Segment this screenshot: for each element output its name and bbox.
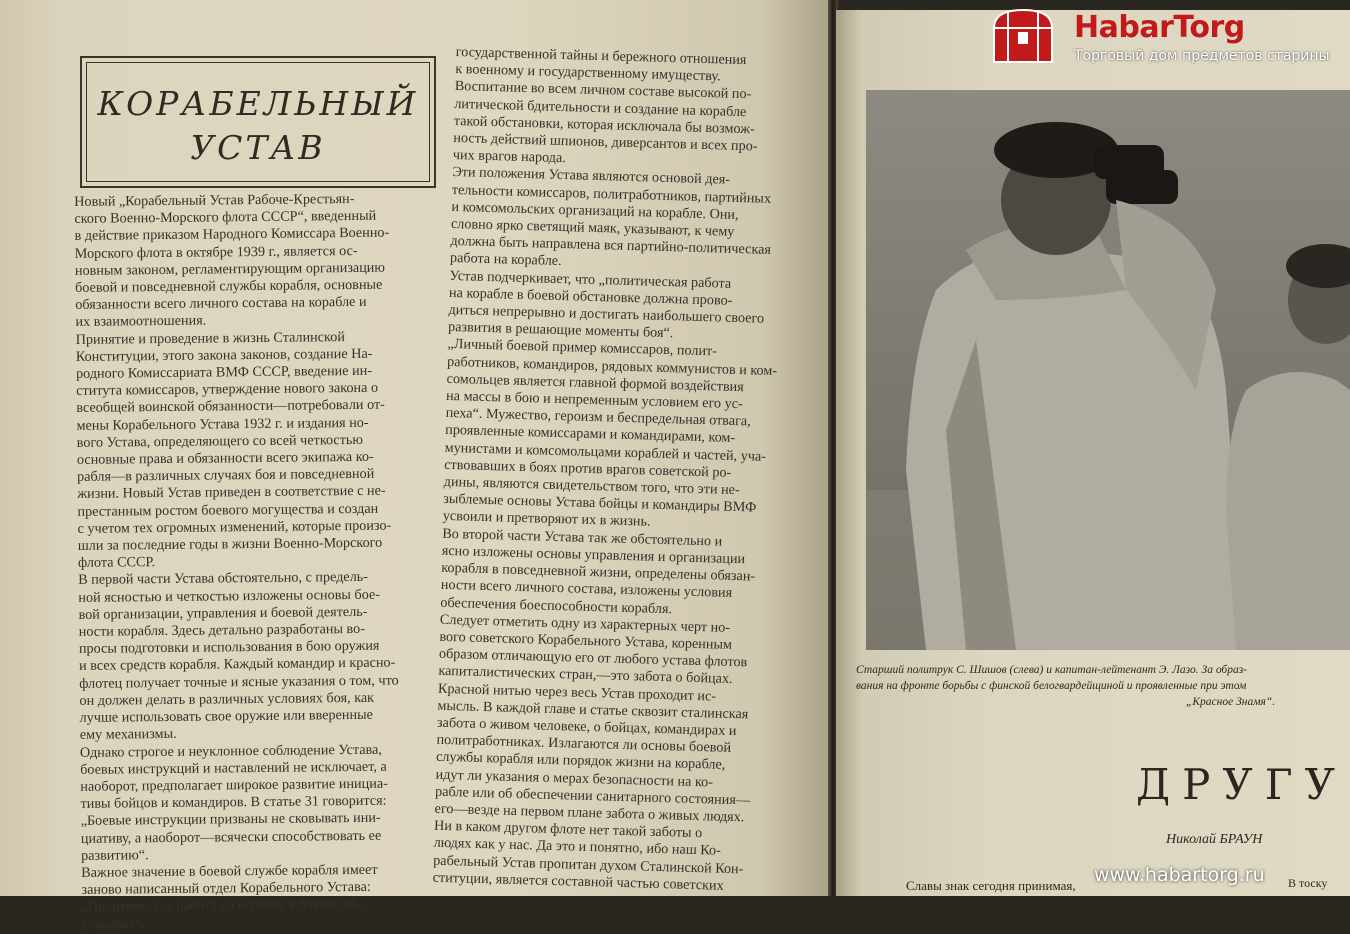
article-title-frame	[80, 56, 436, 188]
caption-line-2: вания на фронте борьбы с финской белогвардейщиной и проявленные при этом	[856, 680, 1247, 692]
officers-photo-illustration	[866, 90, 1350, 650]
officers-photo	[866, 90, 1350, 650]
watermark-tagline: Торговый дом предметов старины	[1074, 48, 1330, 64]
right-page	[836, 10, 1350, 896]
article-column-2: государственной тайны и бережного отношения к военному и государственному имуществу. Воспитание во всем личном составе высокой по- литической бдительности и создание на корабле такой обстановки, которая исключала бы возмож- ность действий шпионов, диверсантов и всех про- чих врагов народа. Эти положения Устава являются основой дея- тельности комиссаров, политработников, партийных и комсомольских организаций на корабле. Они, словно ярко светящий маяк, указывают, к чему должна быть направлена вся партийно-политическая работа на корабле. Устав подчеркивает, что „политическая работа на корабле в боевой обстановке должна прово- диться непрерывно и достигать наибольшего своего развития в решающие моменты боя“. „Личный боевой пример комиссаров, полит- работников, командиров, рядовых коммунистов и ком- сомольцев является главной формой воздействия на массы в бою и непременным условием его ус- пеха“. Мужество, героизм и беспредельная отвага, проявленные комиссарами и командирами, ком- мунистами и комсомольцами кораблей и частей, уча- ствовавших в боях против врагов советской ро- дины, являются свидетельством того, что эти не- зыблемые основы Устава бойцы и командиры ВМФ усвоили и претворяют их в жизнь. Во второй части Устава так же обстоятельно и ясно изложены основы управления и организации корабля в повседневной жизни, определены обязан- ности всего личного состава, изложены условия обеспечения боеспособности корабля. Следует отметить одну из характерных черт но- вого советского Корабельного Устава, коренным образом отличающую его от любого устава флотов капиталистических стран,—это забота о бойцах. Красной нитью через весь Устав проходит ис- мысль. В каждой главе и статье сквозит сталинская забота о живом человеке, о бойцах, командирах и политработниках. Излагаются ли основы боевой службы корабля или порядок жизни на корабле, идут ли указания о мерах безопасности на ко- рабле или об обеспечении санитарного состояния— его—везде на первом плане забота о живых людях. Ни в каком другом флоте нет такой заботы о людях как у нас. Да это и понятно, ибо наш Ко- рабельный Устав пропитан духом Сталинской Кон- ституции, является составной частью советских	[432, 44, 778, 894]
photo-caption	[856, 662, 1350, 710]
poem-title: ДРУГУ	[1136, 760, 1347, 809]
article-column-1: Новый „Корабельный Устав Рабоче-Крестьян- ского Военно-Морского флота СССР“, введенный в действие приказом Народного Комиссара Военно- Морского флота в октябре 1939 г., является ос- новным законом, регламентирующим организацию боевой и повседневной службы корабля, основные обязанности всего личного состава на корабле и их взаимоотношения. Принятие и проведение в жизнь Сталинской Конституции, этого закона законов, создание На- родного Комиссариата ВМФ СССР, введение ин- ститута комиссаров, утверждение нового закона о всеобщей воинской обязанности—потребовали от- мены Корабельного Устава 1932 г. и издания но- вого Устава, определяющего со всей четкостью основные права и обязанности всего экипажа ко- рабля—в различных случаях боя и повседневной жизни. Новый Устав приведен в соответствие с не- престанным ростом боевого могущества и создан с учетом тех огромных изменений, которые произо- шли за последние годы в жизни Военно-Морского флота СССР. В первой части Устава обстоятельно, с предель- ной ясностью и четкостью изложены основы бое- вой организации, управления и боевой деятель- ности корабля. Здесь детально разработаны во- просы подготовки и использования в бою оружия и всех средств корабля. Каждый командир и красно- флотец получает точные и ясные указания о том, что он должен делать в различных условиях боя, как лучше использовать свое оружие или вверенные ему механизмы. Однако строгое и неуклонное соблюдение Устава, боевых инструкций и наставлений не исключает, а наоборот, предполагает широкое развитие инициа- тивы бойцов и командиров. В статье 31 говорится: „Боевые инструкции призваны не сковывать ини- циативу, а наоборот—всячески способствовать ее развитию“. Важное значение в боевой службе корабля имеет заново написанный отдел Корабельного Устава: „Политическая работа на корабле в боевой об- становке“.	[74, 190, 399, 933]
caption-line-1: Старший политрук С. Шишов (слева) и капитан-лейтенант Э. Лазо. За образ-	[856, 664, 1248, 676]
article-title-line1: КОРАБЕЛЬНЫЙ	[97, 84, 419, 123]
treasure-chest-icon	[990, 6, 1056, 66]
watermark-site-url: www.habartorg.ru	[1094, 864, 1265, 886]
poem-author: Николай БРАУН	[1166, 832, 1263, 847]
poem-first-line: Славы знак сегодня принимая,	[906, 878, 1076, 893]
caption-line-3: „Красное Знамя“.	[1186, 696, 1276, 708]
poem-right-fragment: В тоску	[1288, 876, 1328, 890]
habartorg-watermark	[990, 6, 1350, 68]
article-title-line2: УСТАВ	[190, 128, 326, 167]
watermark-brand: HabarTorg	[1074, 10, 1245, 45]
